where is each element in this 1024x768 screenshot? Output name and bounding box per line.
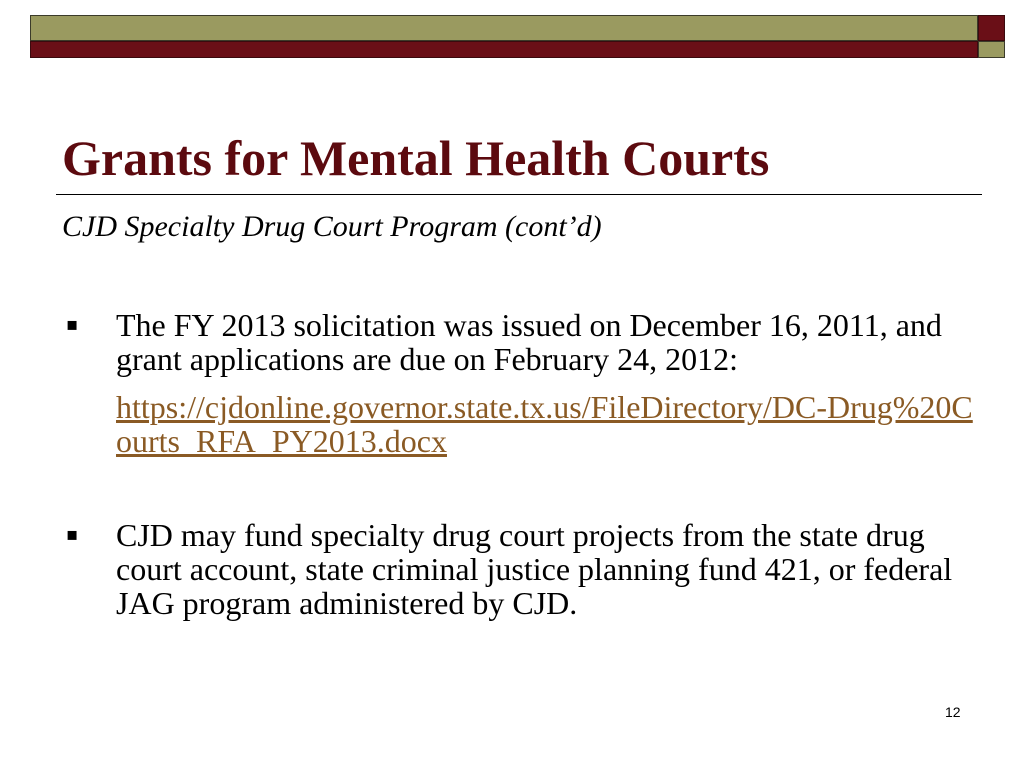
slide-body [62,300,972,620]
page-number: 12 [945,704,961,720]
title-divider [56,194,982,195]
bullet-item [62,518,972,620]
bullet-marker-icon: ▪ [66,524,79,545]
rfa-document-link[interactable]: https://cjdonline.governor.state.tx.us/FileDirectory/DC-Drug%20Courts_RFA_PY2013.docx [116,389,973,459]
bullet-text: CJD may fund specialty drug court projects from the state drug court account, state criminal justice planning fund 421, or federal JAG program administered by CJD. [116,517,953,621]
bullet-marker-icon: ▪ [66,314,79,335]
slide-subtitle: CJD Specialty Drug Court Program (cont’d) [62,210,602,243]
header-olive-square [978,41,1005,58]
slide-title: Grants for Mental Health Courts [62,130,770,186]
bullet-text: The FY 2013 solicitation was issued on December 16, 2011, and grant applications are due on February 24, 2012: [116,307,942,377]
header-olive-bar [30,15,978,41]
header-maroon-square [978,15,1005,41]
bullet-item [62,308,972,458]
header-maroon-bar [30,41,978,58]
